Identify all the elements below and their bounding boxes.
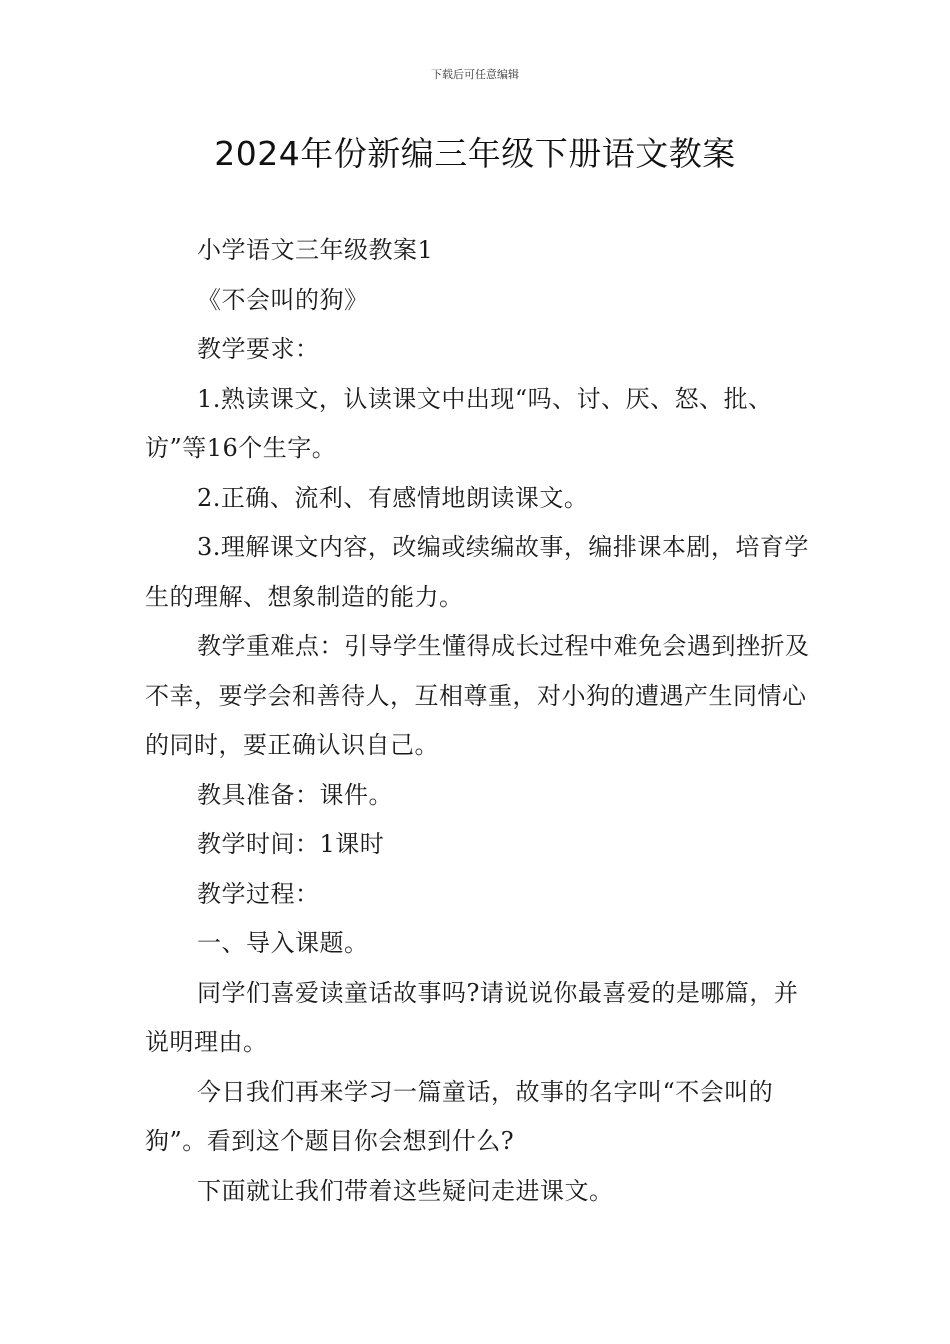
paragraph-key-points: 教学重难点：引导学生懂得成长过程中难免会遇到挫折及不幸，要学会和善待人，互相尊重，对小狗的遭遇产生同情心的同时，要正确认识自己。 (145, 632, 810, 759)
header-note: 下载后可任意编辑 (431, 68, 519, 81)
paragraph-duration: 教学时间：1课时 (197, 830, 385, 858)
paragraph-process-label: 教学过程： (197, 879, 320, 908)
document-body (145, 226, 815, 1216)
paragraph-requirements-label: 教学要求： (197, 335, 320, 363)
paragraph-requirement-1: 1.熟读课文，认读课文中出现“吗、讨、厌、怒、批、访”等16个生字。 (145, 384, 773, 462)
paragraph-lesson-title: 《不会叫的狗》 (197, 285, 369, 314)
paragraph-requirement-3: 3.理解课文内容，改编或续编故事，编排课本剧，培育学生的理解、想象制造的能力。 (145, 533, 809, 611)
paragraph-materials: 教具准备：课件。 (197, 780, 393, 809)
paragraph-introduction: 今日我们再来学习一篇童话，故事的名字叫“不会叫的狗”。看到这个题目你会想到什么? (145, 1077, 774, 1155)
paragraph-lesson-heading: 小学语文三年级教案1 (197, 236, 434, 264)
paragraph-question: 同学们喜爱读童话故事吗?请说说你最喜爱的是哪篇，并说明理由。 (145, 978, 799, 1056)
paragraph-transition: 下面就让我们带着这些疑问走进课文。 (197, 1176, 614, 1205)
document-title: 2024年份新编三年级下册语文教案 (214, 134, 736, 173)
paragraph-step-1: 一、导入课题。 (197, 929, 369, 957)
paragraph-requirement-2: 2.正确、流利、有感情地朗读课文。 (197, 483, 589, 512)
